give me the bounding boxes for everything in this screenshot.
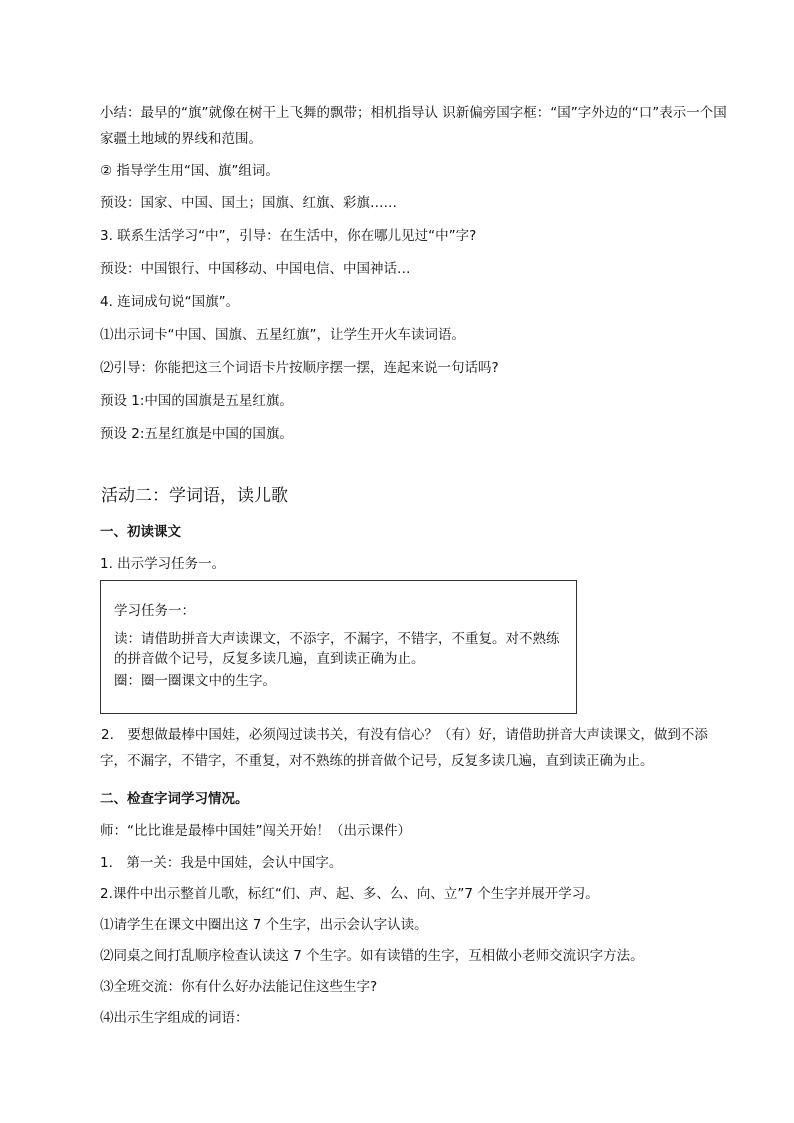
preset-b-line: 预设 2:五星红旗是中国的国旗。: [100, 426, 293, 442]
summary-paragraph: 小结：最早的“旗”就像在树干上飞舞的飘带；相机指导认 识新偏旁国字框：“国”字外边的“口”表示一个国家疆土地域的界线和范围。: [100, 105, 727, 147]
teacher-line: 师：“比比谁是最棒中国娃”闯关开始！（出示课件）: [100, 823, 411, 839]
section1-heading: 一、初读课文: [100, 524, 181, 540]
item2-paragraph: 2. 要想做最棒中国娃，必须闯过读书关，有没有信心？（有）好，请借助拼音大声读课文，做到不添字，不漏字，不错字，不重复，对不熟练的拼音做个记号，反复多读几遍，直到读正确为止。: [100, 727, 708, 769]
preset3-line: 预设：中国银行、中国移动、中国电信、中国神话…: [100, 261, 411, 277]
task-box-read: 读：请借助拼音大声读课文，不添字，不漏字，不错字，不重复。对不熟练的拼音做个记号，反复多读几遍，直到读正确为止。: [114, 631, 560, 667]
step4-sub1-line: ⑴出示词卡“中国、国旗、五星红旗”，让学生开火车读词语。: [100, 327, 465, 343]
sub4-line: ⑷出示生字组成的词语：: [100, 1010, 249, 1026]
sub3-line: ⑶全班交流：你有什么好办法能记住这些生字?: [100, 979, 378, 995]
task-box-circle: 圈：圈一圈课文中的生字。: [114, 673, 276, 689]
task-box: [100, 580, 577, 714]
preset-a-line: 预设 1:中国的国旗是五星红旗。: [100, 393, 293, 409]
step4-sub2-line: ⑵引导：你能把这三个词语卡片按顺序摆一摆，连起来说一句话吗?: [100, 360, 499, 376]
item1-line: 1. 出示学习任务一。: [100, 556, 226, 572]
guide-words-line: ② 指导学生用“国、旗”组词。: [100, 163, 279, 179]
level1-line: 1. 第一关：我是中国娃，会认中国字。: [100, 855, 343, 871]
courseware-line: 2.课件中出示整首儿歌，标红“们、声、起、多、么、向、立”7 个生字并展开学习。: [100, 886, 599, 902]
preset-words-line: 预设：国家、中国、国土；国旗、红旗、彩旗……: [100, 195, 397, 211]
activity2-heading: 活动二：学词语，读儿歌: [101, 486, 288, 506]
sub1-line: ⑴请学生在课文中圈出这 7 个生字，出示会认字认读。: [100, 917, 428, 933]
task-box-title: 学习任务一：: [114, 603, 195, 619]
section2-heading: 二、检查字词学习情况。: [100, 791, 249, 807]
step3-line: 3. 联系生活学习“中”，引导：在生活中，你在哪儿见过“中”字?: [100, 228, 477, 244]
step4-line: 4. 连词成句说“国旗”。: [100, 294, 240, 310]
sub2-line: ⑵同桌之间打乱顺序检查认读这 7 个生字。如有读错的生字，互相做小老师交流识字方法。: [100, 948, 644, 964]
